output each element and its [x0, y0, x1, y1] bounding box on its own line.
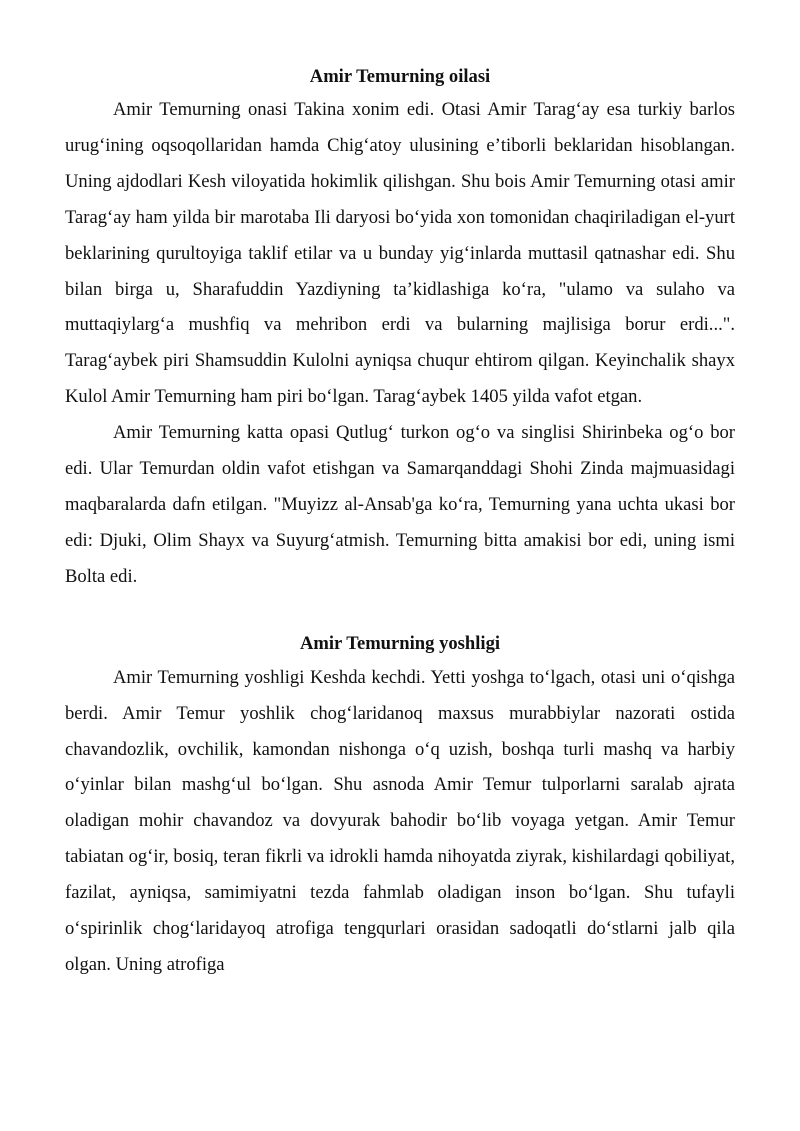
section-title-family: Amir Temurning oilasi	[309, 66, 491, 87]
paragraph-youth: Amir Temurning yoshligi Keshda kechdi. Yetti yoshga toʻlgach, otasi uni oʻqishga berdi. Amir Temur yoshlik chogʻlaridanoq maxsus murabbiylar nazorati ostida chavandozlik, ovchilik, kamondan nishonga oʻq uzish, boshqa turli mashq va harbiy oʻyinlar bilan mashgʻul boʻlgan. Shu asnoda Amir Temur tulporlarni saralab ajrata oladigan mohir chavandoz va dovyurak bahodir boʻlib voyaga yetgan. Amir Temur tabiatan ogʻir, bosiq, teran fikrli va idrokli hamda nihoyatda ziyrak, kishilardagi qobiliyat, fazilat, ayniqsa, samimiyatni tezda fahmlab oladigan inson boʻlgan. Shu tufayli oʻspirinlik chogʻlaridayoq atrofiga tengqurlari orasidan sadoqatli doʻstlarni jalb qila olgan. Uning atrofiga	[65, 666, 735, 975]
paragraph-parents: Amir Temurning onasi Takina xonim edi. Otasi Amir Taragʻay esa turkiy barlos urugʻining oqsoqollaridan hamda Chigʻatoy ulusining eʼtiborli beklaridan hisoblangan. Uning ajdodlari Kesh viloyatida hokimlik qilishgan. Shu bois Amir Temurning otasi amir Taragʻay ham yilda bir marotaba Ili daryosi boʻyida xon tomonidan chaqiriladigan el-yurt beklarining qurultoyiga taklif etilar va u bunday yigʻinlarda muttasil qatnashar edi. Shu bilan birga u, Sharafuddin Yazdiyning taʼkidlashiga koʻra, "ulamo va sulaho va muttaqiylargʻa mushfiq va mehribon erdi va bularning majlisiga borur erdi...". Taragʻaybek piri Shamsuddin Kulolni ayniqsa chuqur ehtirom qilgan. Keyinchalik shayx Kulol Amir Temurning ham piri boʻlgan. Taragʻaybek 1405 yilda vafot etgan.	[65, 99, 735, 408]
paragraph-siblings: Amir Temurning katta opasi Qutlugʻ turkon ogʻo va singlisi Shirinbeka ogʻo bor edi. Ular Temurdan oldin vafot etishgan va Samarqanddagi Shohi Zinda majmuasidagi maqbaralarda dafn etilgan. "Muyizz al-Ansab'ga koʻra, Temurning yana uchta ukasi bor edi: Djuki, Olim Shayx va Suyurgʻatmish. Temurning bitta amakisi bor edi, uning ismi Bolta edi.	[65, 422, 735, 587]
section-title-youth: Amir Temurning yoshligi	[299, 632, 501, 654]
